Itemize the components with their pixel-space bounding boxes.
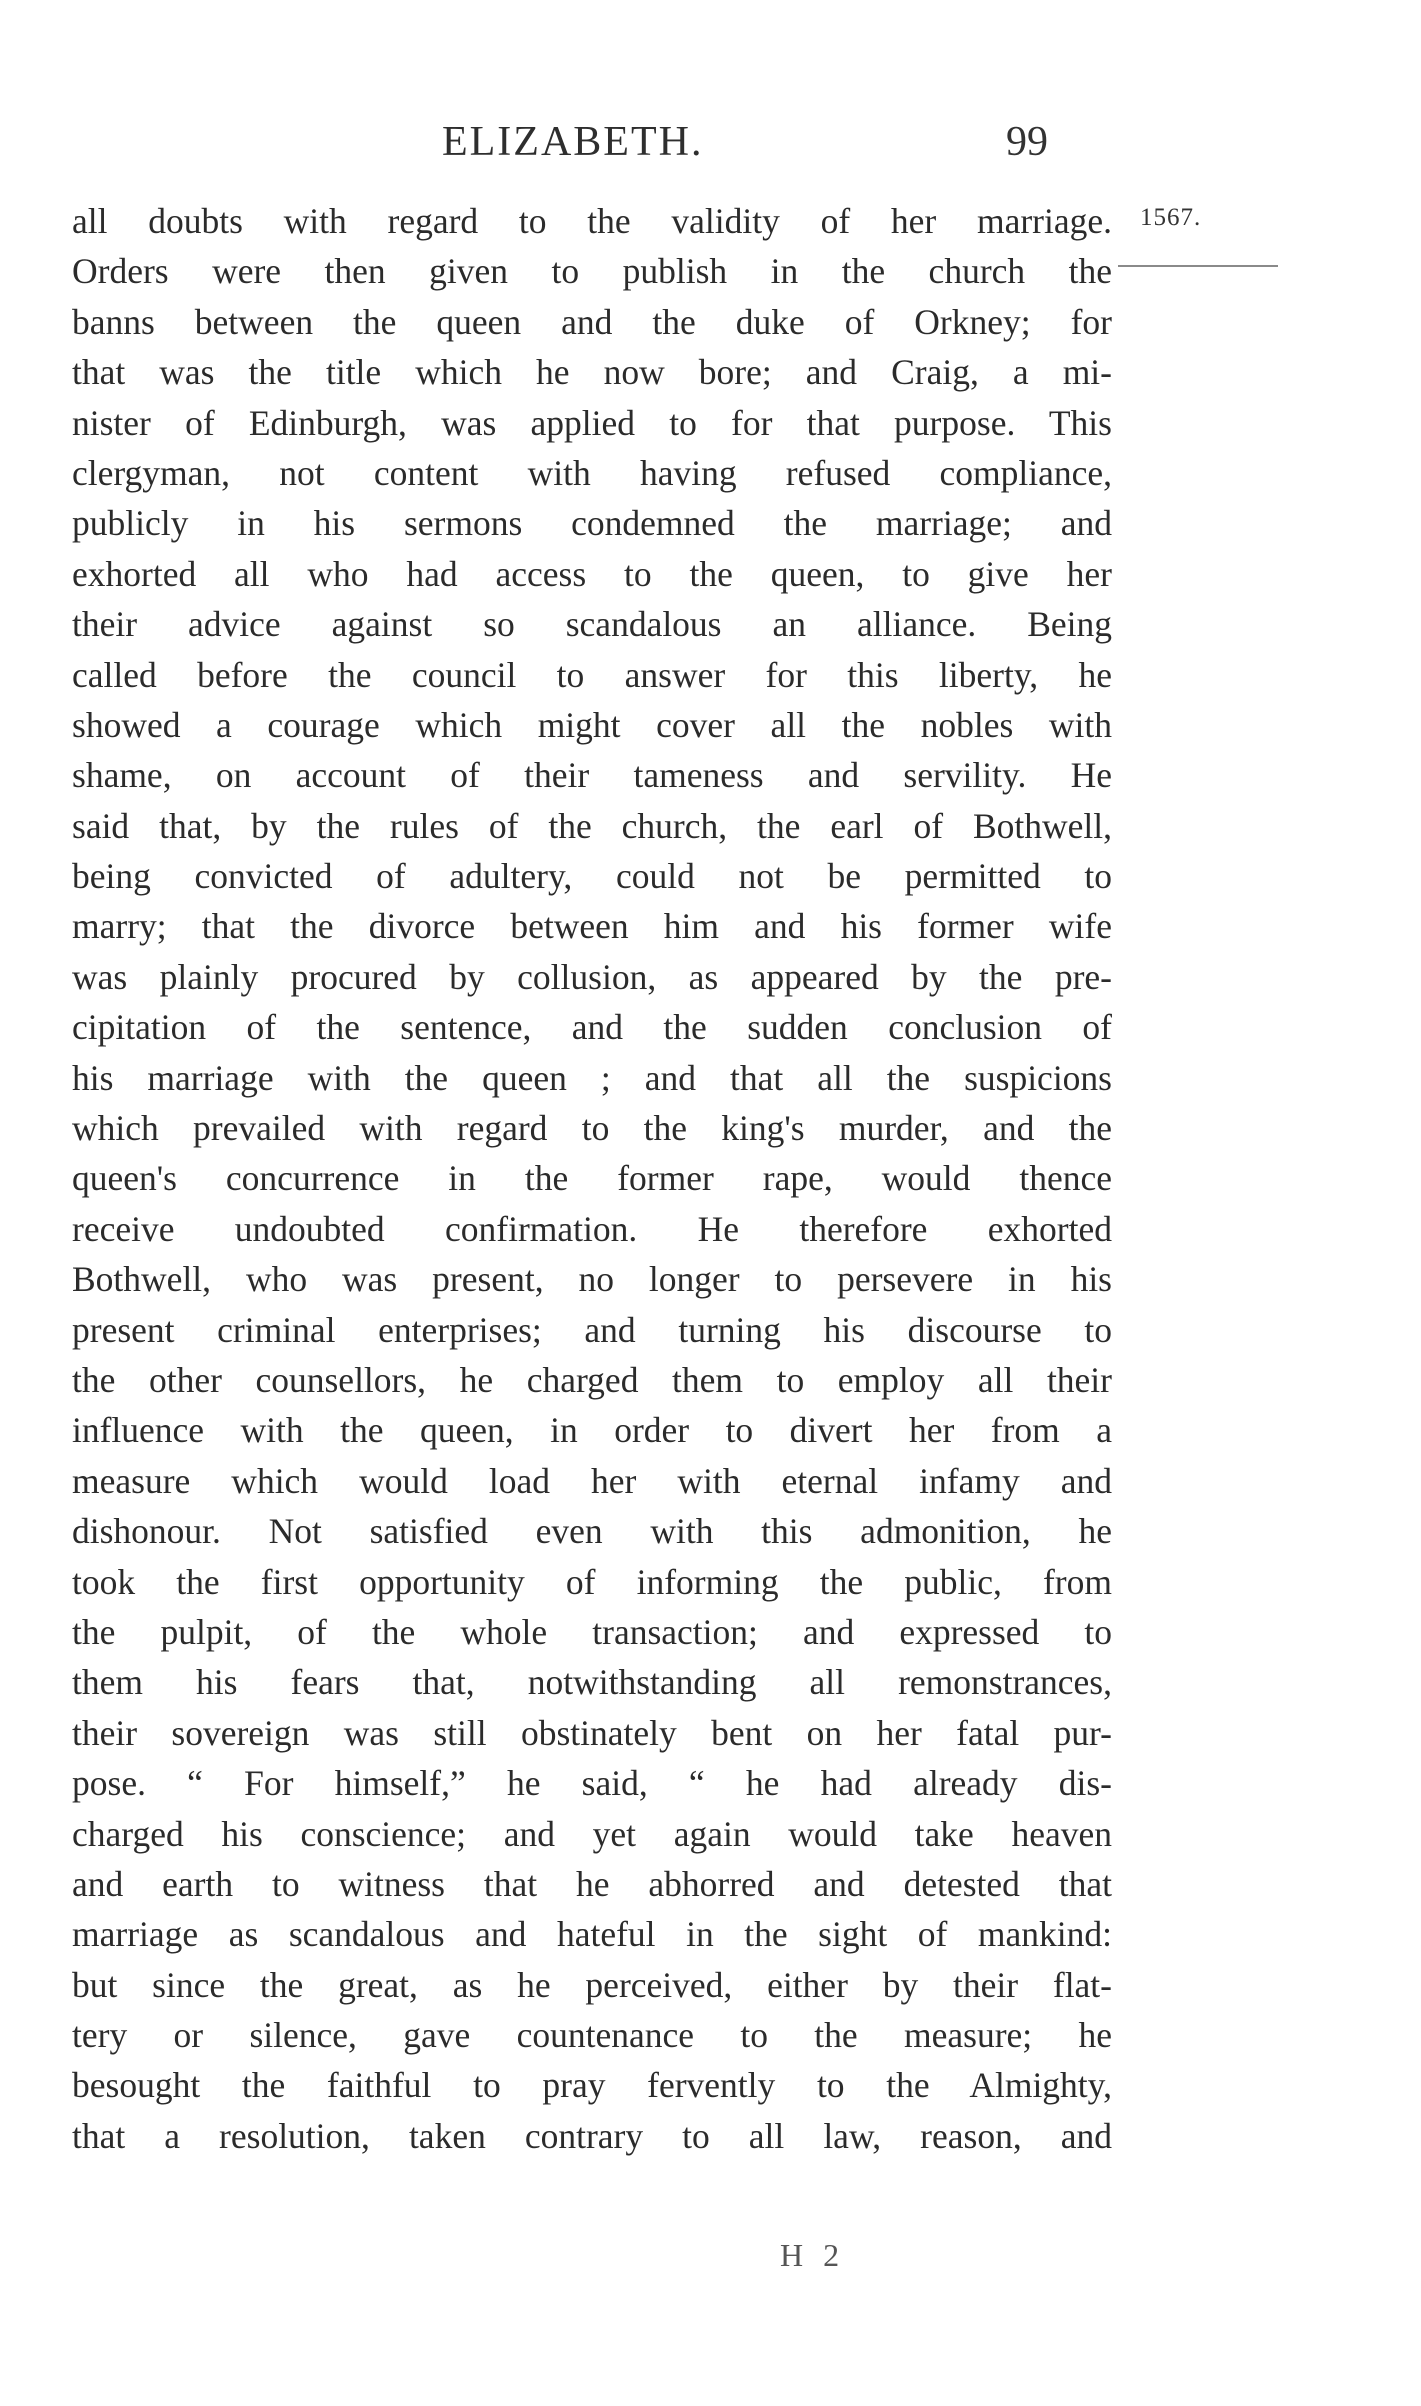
text-line: besought the faithful to pray fervently to the Almighty,	[72, 2065, 1112, 2106]
text-line: their advice against so scandalous an alliance. Being	[72, 604, 1112, 645]
margin-year-note: 1567.	[1140, 204, 1202, 231]
text-line: them his fears that, notwithstanding all remonstrances,	[72, 1662, 1112, 1703]
text-line: marry; that the divorce between him and his former wife	[72, 906, 1112, 947]
text-line: marriage as scandalous and hateful in the sight of mankind:	[72, 1914, 1112, 1955]
text-line: the other counsellors, he charged them to employ all their	[72, 1359, 1112, 1400]
text-line: clergyman, not content with having refused compliance,	[72, 452, 1112, 493]
text-line: publicly in his sermons condemned the marriage; and	[72, 503, 1112, 544]
text-line: Orders were then given to publish in the church the	[72, 251, 1112, 292]
running-head	[72, 118, 1112, 178]
text-line: said that, by the rules of the church, the earl of Bothwell,	[72, 805, 1112, 846]
text-line: dishonour. Not satisfied even with this admonition, he	[72, 1511, 1112, 1552]
text-line: and earth to witness that he abhorred and detested that	[72, 1863, 1112, 1904]
text-line: called before the council to answer for this liberty, he	[72, 654, 1112, 695]
text-line: was plainly procured by collusion, as appeared by the pre-	[72, 956, 1112, 997]
text-line: being convicted of adultery, could not be permitted to	[72, 856, 1112, 897]
text-line: his marriage with the queen ; and that all the suspicions	[72, 1057, 1112, 1098]
text-line: nister of Edinburgh, was applied to for that purpose. This	[72, 402, 1112, 443]
text-line: their sovereign was still obstinately bent on her fatal pur-	[72, 1712, 1112, 1753]
text-line: the pulpit, of the whole transaction; and expressed to	[72, 1611, 1112, 1652]
text-line: which prevailed with regard to the king's murder, and the	[72, 1108, 1112, 1149]
text-line: that a resolution, taken contrary to all law, reason, and	[72, 2115, 1112, 2156]
text-line: showed a courage which might cover all the nobles with	[72, 704, 1112, 745]
text-line: banns between the queen and the duke of Orkney; for	[72, 301, 1112, 342]
running-title: ELIZABETH.	[442, 119, 704, 165]
text-line: cipitation of the sentence, and the sudden conclusion of	[72, 1007, 1112, 1048]
text-line: Bothwell, who was present, no longer to persevere in his	[72, 1259, 1112, 1300]
text-line: receive undoubted confirmation. He therefore exhorted	[72, 1208, 1112, 1249]
text-line: shame, on account of their tameness and servility. He	[72, 755, 1112, 796]
text-line: tery or silence, gave countenance to the measure; he	[72, 2015, 1112, 2056]
text-line: took the first opportunity of informing the public, from	[72, 1561, 1112, 1602]
text-line: present criminal enterprises; and turning his discourse to	[72, 1309, 1112, 1350]
text-line: all doubts with regard to the validity of her marriage.	[72, 201, 1112, 241]
text-line: charged his conscience; and yet again would take heaven	[72, 1813, 1112, 1854]
signature-mark: H 2	[780, 2237, 846, 2273]
text-line: that was the title which he now bore; and Craig, a mi-	[72, 352, 1112, 393]
text-line: pose. “ For himself,” he said, “ he had already dis-	[72, 1763, 1112, 1804]
text-line: but since the great, as he perceived, either by their flat-	[72, 1964, 1112, 2005]
margin-rule	[1118, 265, 1278, 267]
text-line: queen's concurrence in the former rape, would thence	[72, 1158, 1112, 1199]
text-line: exhorted all who had access to the queen, to give her	[72, 553, 1112, 594]
text-line: measure which would load her with eternal infamy and	[72, 1460, 1112, 1501]
body-text	[72, 196, 1112, 2161]
text-line: influence with the queen, in order to divert her from a	[72, 1410, 1112, 1451]
page-number: 99	[1006, 119, 1048, 165]
